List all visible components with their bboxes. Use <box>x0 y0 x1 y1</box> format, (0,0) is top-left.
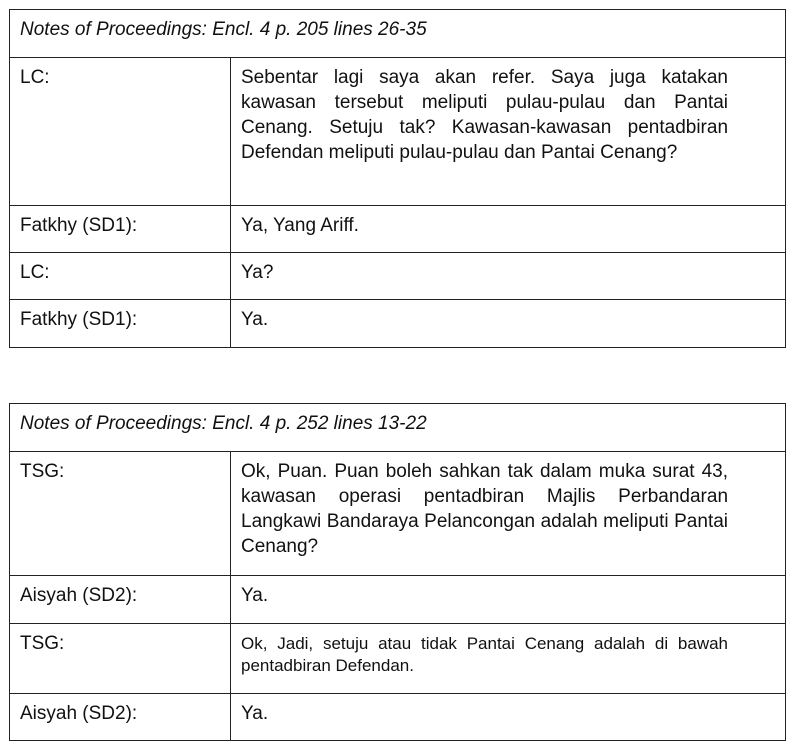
table-row <box>10 253 786 300</box>
table-row <box>10 452 786 576</box>
table-row <box>10 300 786 348</box>
proceedings-table-2 <box>9 403 786 741</box>
table-row <box>10 58 786 206</box>
speaker-cell: TSG: <box>10 624 231 694</box>
speaker-cell: Fatkhy (SD1): <box>10 206 231 253</box>
table-row <box>10 694 786 741</box>
speech-cell: Sebentar lagi saya akan refer. Saya juga katakan kawasan tersebut meliputi pulau-pulau dan Pantai Cenang. Setuju tak? Kawasan-kawasan pentadbiran Defendan meliputi pulau-pulau dan Pantai Cenang? <box>231 58 786 206</box>
speech-cell: Ya. <box>231 576 786 624</box>
caption-row <box>10 10 786 58</box>
table-row <box>10 624 786 694</box>
table-row <box>10 206 786 253</box>
caption-row <box>10 404 786 452</box>
speaker-cell: Fatkhy (SD1): <box>10 300 231 348</box>
table-row <box>10 576 786 624</box>
speech-cell: Ok, Puan. Puan boleh sahkan tak dalam muka surat 43, kawasan operasi pentadbiran Majlis Perbandaran Langkawi Bandaraya Pelancongan adalah meliputi Pantai Cenang? <box>231 452 786 576</box>
speech-cell: Ya. <box>231 694 786 741</box>
speaker-cell: Aisyah (SD2): <box>10 576 231 624</box>
table-caption: Notes of Proceedings: Encl. 4 p. 205 lines 26-35 <box>10 10 786 58</box>
proceedings-table-1 <box>9 9 786 348</box>
speaker-cell: Aisyah (SD2): <box>10 694 231 741</box>
table-caption: Notes of Proceedings: Encl. 4 p. 252 lines 13-22 <box>10 404 786 452</box>
speech-cell: Ya. <box>231 300 786 348</box>
speaker-cell: TSG: <box>10 452 231 576</box>
speech-cell: Ya? <box>231 253 786 300</box>
speech-cell: Ok, Jadi, setuju atau tidak Pantai Cenang adalah di bawah pentadbiran Defendan. <box>231 624 786 694</box>
speaker-cell: LC: <box>10 58 231 206</box>
speech-cell: Ya, Yang Ariff. <box>231 206 786 253</box>
speaker-cell: LC: <box>10 253 231 300</box>
